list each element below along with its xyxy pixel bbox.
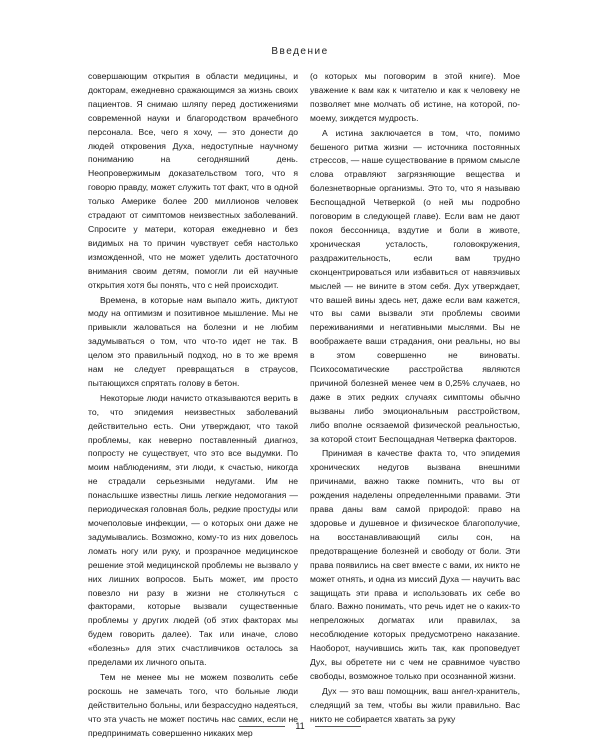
text-columns (88, 70, 520, 741)
paragraph: Принимая в качестве факта то, что эпидемия хронических недугов вызвана внешними причинами, важно также помнить, что вы от рождения наделены определенными правами. Эти права даны вам самой природой: право на здоровье и душевное и физическое благополучие, на восстанавливающий силы сон, на предотвращение болезней и свободу от боли. Эти права появились на свет вместе с вами, их никто не может отнять, и одна из миссий Духа — научить вас защищать эти права и использовать их себе во благо. Важно понимать, что речь идет не о каких-то непреложных догматах или правилах, за несоблюдение которых предусмотрено наказание. Наоборот, научившись жить так, как проповедует Дух, вы обретете ни с чем не сравнимое чувство свободы, возможное только при осознанной жизни. (310, 448, 520, 681)
page-footer (0, 721, 600, 731)
paragraph: (о которых мы поговорим в этой книге). Мое уважение к вам как к читателю и как к человеку не позволяет мне молчать об истине, на которой, по-моему, зиждется мудрость. (310, 71, 520, 123)
footer-rule-left (239, 726, 285, 727)
paragraph: Времена, в которые нам выпало жить, диктуют моду на оптимизм и позитивное мышление. Мы не привыкли жаловаться на болезни и не любим задумываться о том, что что-то идет не так. В целом это правильный подход, но в то же время нам не следует превращаться в страусов, пытающихся спрятать голову в бетон. (88, 294, 298, 388)
paragraph: Некоторые люди начисто отказываются верить в то, что эпидемия неизвестных заболеваний действительно есть. Они утверждают, что такой проблемы, как неверно поставленный диагноз, попросту не существует, что это все выдумки. По моим наблюдениям, эти люди, к счастью, никогда не страдали серьезными недугами. Им не понаслышке известны лишь легкие недомогания — периодическая головная боль, редкие простуды или мочеполовые инфекции, — о которых они даже не задумывались. Возможно, кому-то из них довелось ломать ногу или руку, и прозрачное медицинское решение этой медицинской проблемы не вызвало у них лишних вопросов. Быть может, им просто повезло ни разу в жизни не столкнуться с факторами, которые вызвали существенные проблемы у других людей (об этих факторах мы будем говорить далее). Так или иначе, слово «болезнь» для этих счастливчиков осталось за пределами их личного опыта. (88, 392, 298, 668)
page-number: 11 (295, 721, 305, 731)
right-column (310, 70, 520, 741)
paragraph: Дух — это ваш помощник, ваш ангел-хранитель, следящий за тем, чтобы вы жили правильно. Вас никто не собирается хватать за руку (310, 685, 520, 724)
footer-rule-right (315, 726, 361, 727)
paragraph: совершающим открытия в области медицины, и докторам, ежедневно сражающимся за жизнь своих пациентов. Я снимаю шляпу перед достижениями современной науки и благородством врачебного персонала. Все, чего я хочу, — это донести до людей откровения Духа, недоступные научному пониманию на сегодняшний день. Неопровержимым доказательством того, что я говорю правду, может служить тот факт, что в одной только Америке более 200 миллионов человек страдают от симптомов неизвестных заболеваний. Спросите у матери, которая ежедневно и без видимых на то причин чувствует себя настолько изможденной, что не может уделить достаточного внимания своим детям, помогли ли ей научные открытия хотя бы понять, что с ней происходит. (88, 71, 298, 290)
left-column (88, 70, 298, 741)
running-header: Введение (271, 46, 329, 57)
paragraph: А истина заключается в том, что, помимо бешеного ритма жизни — источника постоянных стрессов, — наше существование в прямом смысле слова отравляют загрязняющие вещества и болезнетворные организмы. Это то, что я называю Беспощадной Четверкой (о ней мы подробно поговорим в следующей главе). Если вам не дают покоя бессонница, вздутие и боли в животе, хроническая усталость, головокружения, раздражительность, если вам трудно сконцентрироваться или избавиться от навязчивых мыслей — не вините в этом себя. Дух утверждает, что вашей вины здесь нет, даже если вам кажется, что вы сами вызвали эти проблемы своими переживаниями и негативными мыслями. Вы не воображаете ваши страдания, они реальны, но вы в этом совершенно не виноваты. Психосоматические расстройства являются причиной болезней менее чем в 0,25% случаев, но даже в этих редких случаях симптомы обычно вызваны либо эмоциональным расстройством, либо вполне осязаемой физической реальностью, за которой стоит Беспощадная Четверка факторов. (310, 127, 520, 444)
paragraph: Тем не менее мы не можем позволить себе роскошь не замечать того, что больные люди действительно больны, или безрассудно надеяться, что эта участь не может постичь нас самих, если не предпринимать совершенно никаких мер (88, 671, 298, 738)
